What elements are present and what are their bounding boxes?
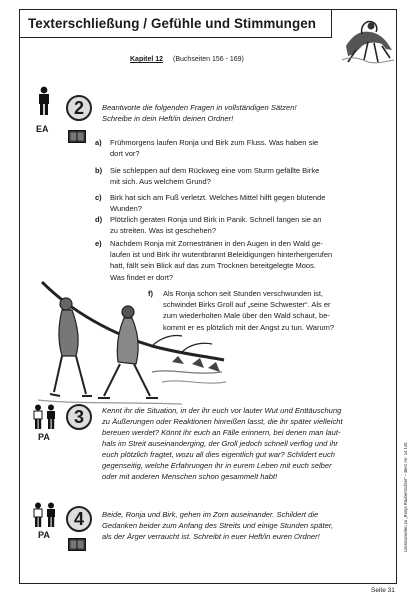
- intro-line: Beide, Ronja und Birk, gehen im Zorn auseinander. Schildert die: [102, 510, 319, 519]
- task-mode-badge: EA: [36, 124, 49, 134]
- question-a: [95, 137, 375, 159]
- question-line: Wunden?: [110, 204, 142, 214]
- question-line: schwindet Birks Groll auf „seine Schwester“. Als er: [163, 300, 331, 310]
- pair-persons-icon: [32, 404, 58, 430]
- question-label: e): [95, 239, 102, 248]
- question-b: [95, 165, 375, 187]
- intro-line: Schreibe in dein Heft/in deinen Ordner!: [102, 114, 234, 123]
- question-c: [95, 192, 375, 214]
- question-line: hatt, fällt sein Blick auf das zum Trocknen bereitgelegte Moos.: [110, 261, 316, 271]
- question-line: Birk hat sich am Fuß verletzt. Welches Mittel hilft gegen blutende: [110, 193, 326, 202]
- side-text-line: Literaturseiten zu „Ronja Räubertochter“ – Best.-Nr. 14 145: [403, 442, 408, 552]
- question-line: zu streiten. Was ist geschehen?: [110, 226, 217, 236]
- intro-line: Gedanken beider zum Anfang des Streits und einige Stunden später,: [102, 521, 334, 530]
- question-line: Nachdem Ronja mit Zornestränen in den Augen in den Wald ge-: [110, 239, 323, 248]
- task-2-intro: [102, 102, 297, 124]
- task-number-circle: 3: [66, 404, 92, 430]
- question-label: c): [95, 193, 102, 202]
- intro-line: gegenseitig, welche Erfahrungen ihr in eurem Leben mit euch selber: [102, 461, 332, 470]
- question-line: Frühmorgens laufen Ronja und Birk zum Fluss. Was haben sie: [110, 138, 319, 147]
- question-label: b): [95, 166, 103, 175]
- question-line: dort vor?: [110, 149, 140, 159]
- chapter-heading: [130, 56, 244, 63]
- notebook-icon: [68, 538, 86, 551]
- intro-line: Kennt ihr die Situation, in der ihr euch vor lauter Wut und Enttäuschung: [102, 406, 342, 415]
- intro-line: bereuen werdet? Könnt ihr euch an Fälle erinnern, bei denen man laut-: [102, 428, 341, 437]
- chapter-title: Kapitel 12: [130, 56, 164, 63]
- question-label: d): [95, 215, 103, 224]
- task-mode-badge: PA: [38, 530, 50, 540]
- question-label: f): [148, 289, 153, 298]
- page-number: Seite 31: [371, 587, 395, 594]
- chapter-pages: (Buchseiten 156 - 169): [173, 56, 244, 63]
- question-line: kommt er es plötzlich mit der Angst zu tun. Warum?: [163, 322, 335, 332]
- task-3-intro: [102, 405, 382, 482]
- question-line: Plötzlich geraten Ronja und Birk in Panik. Schnell fangen sie an: [110, 215, 322, 224]
- question-line: Sie schleppen auf dem Rückweg eine vom Sturm gefällte Birke: [110, 166, 320, 175]
- intro-line: Beantworte die folgenden Fragen in vollständigen Sätzen!: [102, 103, 297, 112]
- question-d: [95, 214, 375, 236]
- intro-line: zu Äußerungen oder Reaktionen hinreißen lasst, die ihr später vielleicht: [102, 417, 343, 426]
- question-line: mit sich. Aus welchem Grund?: [110, 177, 211, 187]
- task-number-circle: 4: [66, 506, 92, 532]
- pair-persons-icon: [32, 502, 58, 528]
- intro-line: hals im Streit auseinanderging, der Groll jedoch schnell verflog und ihr: [102, 439, 338, 448]
- notebook-icon: [68, 130, 86, 143]
- question-label: a): [95, 138, 102, 147]
- task-4-intro: [102, 509, 382, 542]
- intro-line: euch plötzlich fragtet, wozu all dies eigentlich gut war? Schildert euch: [102, 450, 336, 459]
- title-box: [20, 10, 332, 38]
- intro-line: als der Ärger verraucht ist. Schreibt in euer Heft/in euren Ordner!: [102, 532, 320, 541]
- question-line: Als Ronja schon seit Stunden verschwunden ist,: [163, 289, 324, 298]
- intro-line: oder mit anderen Menschen schon gesammelt habt!: [102, 472, 278, 481]
- publisher-side-text: [395, 442, 409, 552]
- task-number-circle: 2: [66, 95, 92, 121]
- question-line: Was findet er dort?: [110, 272, 174, 282]
- story-illustration: [32, 272, 228, 408]
- page-title: Texterschließung / Gefühle und Stimmungen: [28, 16, 317, 31]
- task-mode-badge: PA: [38, 432, 50, 442]
- question-line: laufen ist und Birk ihr wutentbrannt Beleidigungen hinterhergerufen: [110, 250, 333, 260]
- question-line: zum wiederholten Male über den Wald schaut, be-: [163, 311, 330, 321]
- single-person-icon: [37, 86, 51, 116]
- corner-illustration: [338, 16, 396, 68]
